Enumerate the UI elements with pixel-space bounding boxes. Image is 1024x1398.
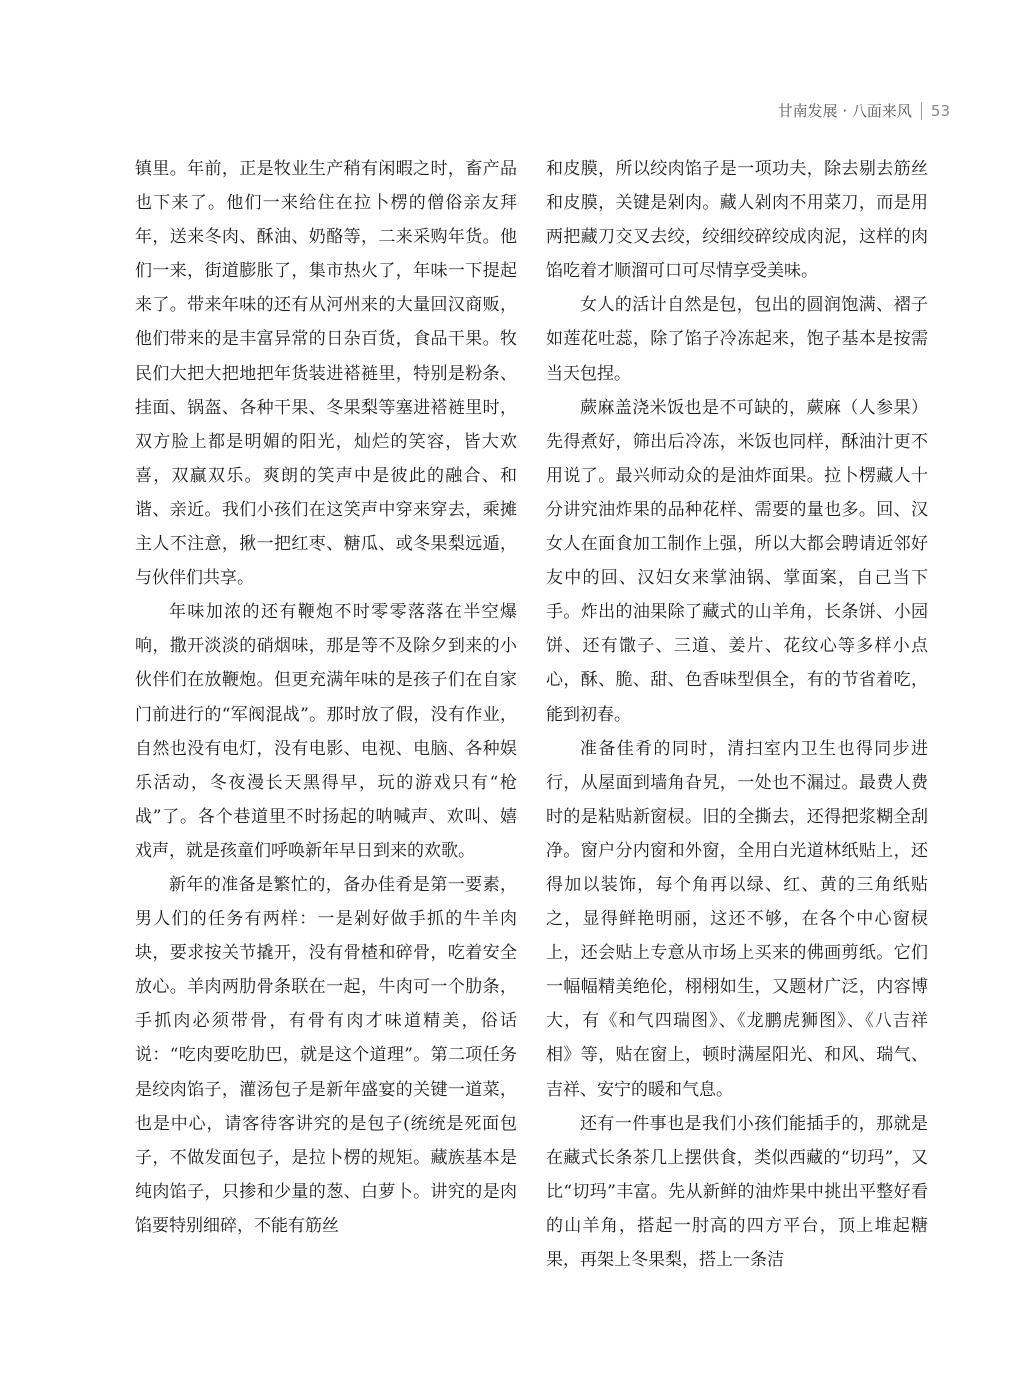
paragraph: 新年的准备是繁忙的，备办佳肴是第一要素，男人们的任务有两样：一是剁好做手抓的牛羊肉块，要求按关节撬开，没有骨楂和碎骨，吃着安全放心。羊肉两肋骨条联在一起，牛肉可一个肋条，手抓肉必须带骨，有骨有肉才味道精美，俗话说：“吃肉要吃肋巴，就是这个道理”。第二项任务是绞肉馅子，灌汤包子是新年盛宴的关键一道菜，也是中心，请客待客讲究的是包子(统统是死面包子，不做发面包子，是拉卜楞的规矩。藏族基本是纯肉馅子，只掺和少量的葱、白萝卜。讲究的是肉馅要特别细碎，不能有筋丝 (135, 874, 517, 1236)
paragraph: 还有一件事也是我们小孩们能插手的，那就是在藏式长条茶几上摆供食，类似西藏的“切玛”，又比“切玛”丰富。先从新鲜的油炸果中挑出平整好看的山羊角，搭起一肘高的四方平台，顶上堆起糖果，再架上冬果梨，搭上一条洁 (546, 1113, 928, 1270)
paragraph: 女人的活计自然是包，包出的圆润饱满、褶子如莲花吐蕊，除了馅子冷冻起来，饱子基本是按需当天包捏。 (546, 295, 928, 384)
paragraph: 准备佳肴的同时，清扫室内卫生也得同步进行，从屋面到墙角旮旯，一处也不漏过。最费人费时的是粘贴新窗棂。旧的全撕去，还得把浆糊全刮净。窗户分内窗和外窗，全用白光道林纸贴上，还得加以装饰，每个角再以绿、红、黄的三角纸贴之，显得鲜艳明丽，这还不够，在各个中心窗棂上，还会贴上专意从市场上买来的佛画剪纸。它们一幅幅精美绝伦，栩栩如生，又题材广泛，内容博大，有《和气四瑞图》、《龙鹏虎狮图》、《八吉祥相》等，贴在窗上，顿时满屋阳光、和风、瑞气、吉祥、安宁的暖和气息。 (546, 738, 928, 1100)
running-header (778, 100, 950, 121)
paragraph: 和皮膜，所以绞肉馅子是一项功夫，除去剔去筋丝和皮膜，关键是剁肉。藏人剁肉不用菜刀，而是用两把藏刀交叉去绞，绞细绞碎绞成肉泥，这样的肉馅吃着才顺溜可口可尽情享受美味。 (546, 159, 928, 282)
page-number: 53 (930, 101, 950, 120)
paragraph: 年味加浓的还有鞭炮不时零零落落在半空爆响，撒开淡淡的硝烟味，那是等不及除夕到来的小伙伴们在放鞭炮。但更充满年味的是孩子们在自家门前进行的“军阀混战”。那时放了假，没有作业，自然也没有电灯，没有电影、电视、电脑、各种娱乐活动，冬夜漫长天黑得早，玩的游戏只有“枪战”了。各个巷道里不时扬起的呐喊声、欢叫、嬉戏声，就是孩童们呼唤新年早日到来的欢歌。 (135, 602, 517, 861)
section-title: 甘南发展 · 八面来风 (777, 102, 912, 120)
left-column (135, 152, 517, 1243)
paragraph: 蕨麻盖浇米饭也是不可缺的，蕨麻（人参果）先得煮好，筛出后冷冻，米饭也同样，酥油汁更不用说了。最兴师动众的是油炸面果。拉卜楞藏人十分讲究油炸果的品种花样、需要的量也多。回、汉女人在面食加工制作上强，所以大都会聘请近邻好友中的回、汉妇女来掌油锅、掌面案，自己当下手。炸出的油果除了藏式的山羊角，长条饼、小园饼、还有馓子、三道、姜片、花纹心等多样小点心，酥、脆、甜、色香味型俱全，有的节省着吃，能到初春。 (546, 397, 928, 725)
paragraph: 镇里。年前，正是牧业生产稍有闲暇之时，畜产品也下来了。他们一来给住在拉卜楞的僧俗亲友拜年，送来冬肉、酥油、奶酪等，二来采购年货。他们一来，街道膨胀了，集市热火了，年味一下提起来了。带来年味的还有从河州来的大量回汉商贩，他们带来的是丰富异常的日杂百货，食品干果。牧民们大把大把地把年货装进褡裢里，特别是粉条、挂面、锅盔、各种干果、冬果梨等塞进褡裢里时，双方脸上都是明媚的阳光，灿烂的笑容，皆大欢喜，双赢双乐。爽朗的笑声中是彼此的融合、和谐、亲近。我们小孩们在这笑声中穿来穿去，乘摊主人不注意，揪一把红枣、糖瓜、或冬果梨远遁，与伙伴们共享。 (135, 159, 517, 589)
right-column (546, 152, 928, 1277)
header-divider (921, 102, 922, 120)
